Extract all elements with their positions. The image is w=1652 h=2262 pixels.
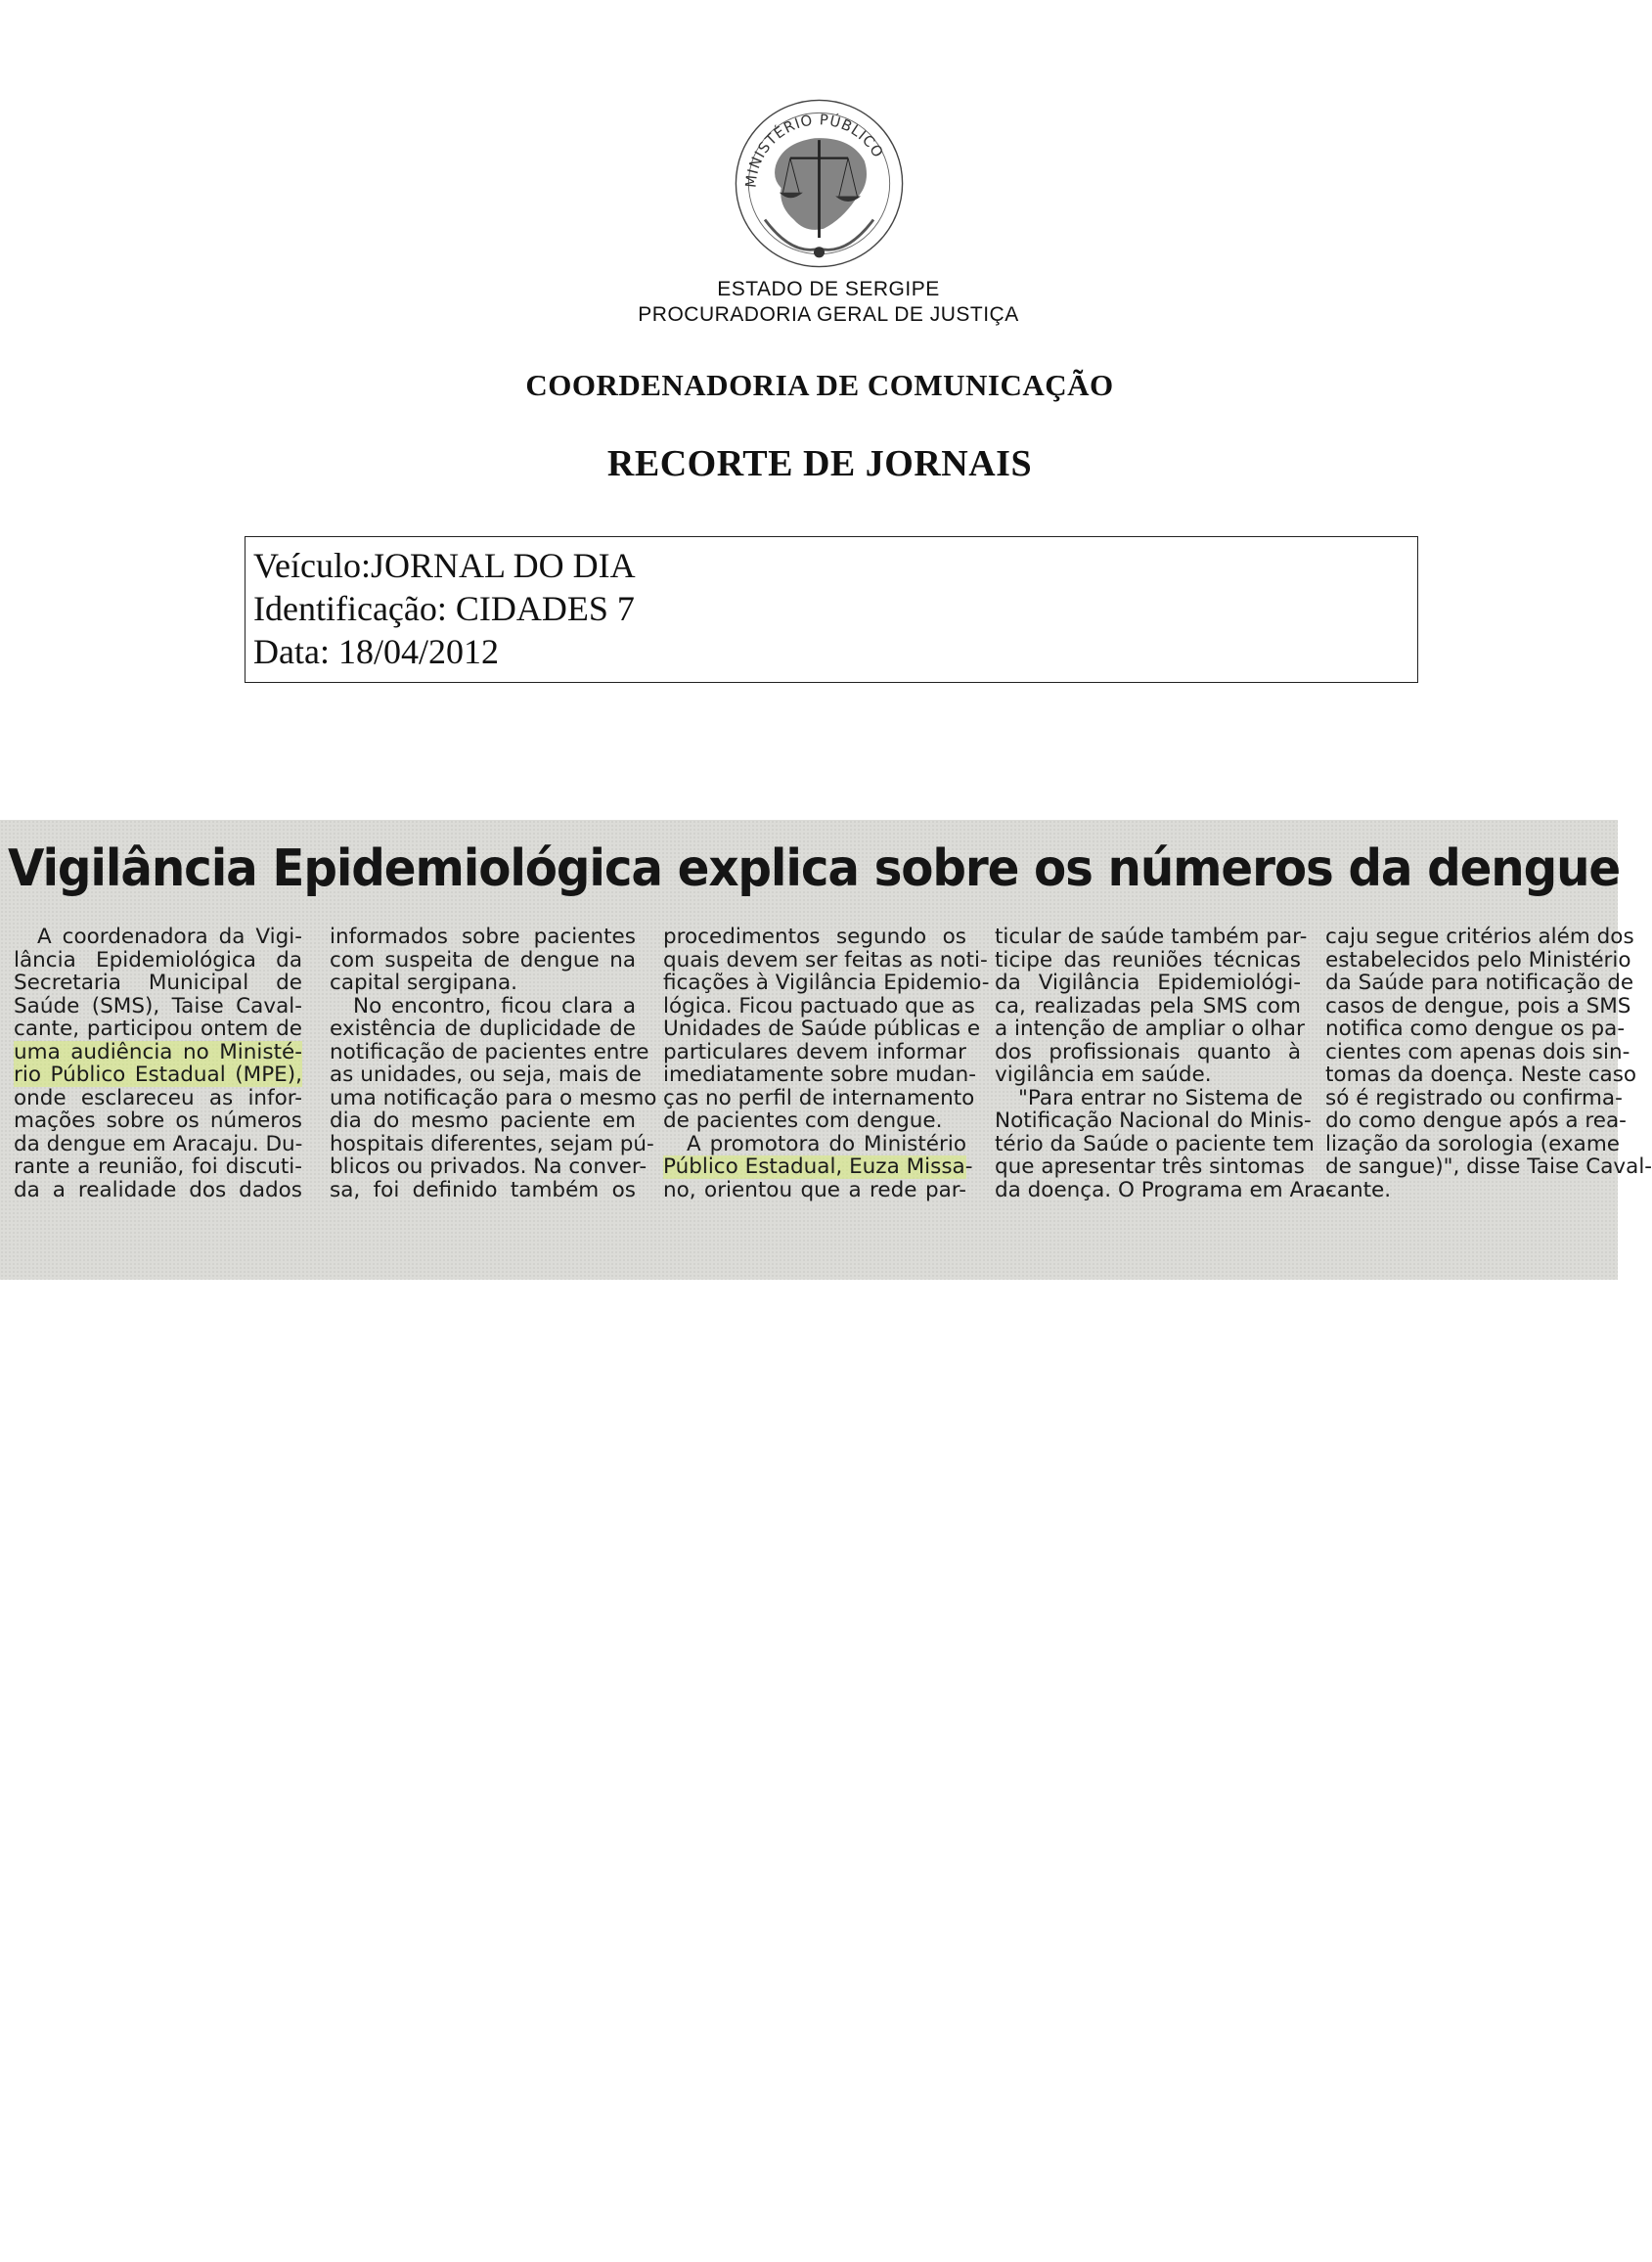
vehicle-line: Veículo:JORNAL DO DIA (253, 546, 636, 585)
seal-text: MINISTÉRIO PÚBLICO (742, 112, 887, 189)
text-line: uma notificação para o mesmo (330, 1085, 657, 1110)
date-line: Data: 18/04/2012 (253, 632, 499, 671)
text-line: informados sobre pacientes (330, 925, 636, 949)
text-line: A coordenadora da Vigi- (37, 925, 302, 949)
text-line: da Saúde para notificação de (1325, 971, 1634, 995)
text-line: só é registrado ou confirma- (1325, 1085, 1623, 1110)
text-line: caju segue critérios além dos (1325, 925, 1634, 949)
text-line: da doença. O Programa em Ara- (995, 1177, 1333, 1202)
text-line: lógica. Ficou pactuado que as (663, 993, 975, 1018)
text-line: lização da sorologia (exame (1325, 1131, 1620, 1156)
text-line: as unidades, ou seja, mais de (330, 1063, 642, 1087)
state-name: ESTADO DE SERGIPE (717, 278, 940, 300)
ministerio-publico-seal (729, 93, 910, 274)
text-line: de pacientes com dengue. (663, 1108, 943, 1133)
text-line: hospitais diferentes, sejam pú- (330, 1131, 654, 1156)
office-name: PROCURADORIA GERAL DE JUSTIÇA (638, 303, 1019, 326)
text-line: de sangue)", disse Taise Caval- (1325, 1154, 1652, 1179)
text-line-highlighted: rio Público Estadual (MPE), (14, 1063, 302, 1087)
newspaper-clipping (0, 820, 1652, 1280)
text-line-highlighted: Público Estadual, Euza Missa- (663, 1154, 973, 1179)
text-line: notifica como dengue os pa- (1325, 1017, 1626, 1041)
text-line: No encontro, ficou clara a (353, 993, 636, 1018)
text-line-highlighted: uma audiência no Ministé- (14, 1039, 302, 1064)
text-line: Notificação Nacional do Minis- (995, 1108, 1312, 1133)
article-column-5 (1325, 925, 1652, 1202)
text-line: cante, participou ontem de (14, 1017, 302, 1041)
text-line: tomas da doença. Neste caso (1325, 1063, 1637, 1087)
text-line: do como dengue após a rea- (1325, 1108, 1627, 1133)
document-type-title: RECORTE DE JORNAIS (606, 443, 1033, 484)
text-line: Secretaria Municipal de (14, 971, 302, 995)
clipping-info-box (245, 536, 1418, 683)
text-line: ças no perfil de internamento (663, 1085, 975, 1110)
text-line: ficações à Vigilância Epidemio- (663, 971, 990, 995)
text-line: Unidades de Saúde públicas e (663, 1017, 981, 1041)
text-line: A promotora do Ministério (687, 1131, 966, 1156)
article-column-3 (663, 925, 990, 1202)
text-line: no, orientou que a rede par- (663, 1177, 966, 1202)
text-line: que apresentar três sintomas (995, 1154, 1305, 1179)
text-line: particulares devem informar (663, 1039, 966, 1064)
text-line: onde esclareceu as infor- (14, 1085, 302, 1110)
text-line: rante a reunião, foi discuti- (14, 1154, 302, 1179)
text-line: vigilância em saúde. (995, 1063, 1212, 1087)
text-line: ticipe das reuniões técnicas (995, 947, 1301, 973)
text-line: capital sergipana. (330, 971, 517, 995)
text-line: ca, realizadas pela SMS com (995, 993, 1301, 1018)
text-line: imediatamente sobre mudan- (663, 1063, 977, 1087)
article-column-2 (330, 925, 657, 1202)
text-line: "Para entrar no Sistema de (1018, 1085, 1303, 1110)
text-line: casos de dengue, pois a SMS (1325, 993, 1631, 1018)
article-column-4 (995, 925, 1333, 1202)
text-line: notificação de pacientes entre (330, 1039, 649, 1064)
text-line: da dengue em Aracaju. Du- (14, 1131, 303, 1156)
text-line: da a realidade dos dados (14, 1177, 302, 1202)
text-line: cientes com apenas dois sin- (1325, 1039, 1630, 1064)
text-line: tério da Saúde o paciente tem (995, 1131, 1315, 1156)
text-line: da Vigilância Epidemiológi- (995, 971, 1301, 995)
article-headline: Vigilância Epidemiológica explica sobre os números da dengue (8, 839, 1621, 898)
text-line: dos profissionais quanto à (995, 1039, 1301, 1064)
text-line: lância Epidemiológica da (14, 947, 302, 973)
text-line: ticular de saúde também par- (995, 925, 1308, 949)
text-line: com suspeita de dengue na (330, 947, 636, 973)
text-line: quais devem ser feitas as noti- (663, 947, 988, 973)
article-column-1 (14, 926, 302, 1201)
department-title: COORDENADORIA DE COMUNICAÇÃO (525, 368, 1114, 402)
text-line: cante. (1325, 1177, 1392, 1202)
text-line: sa, foi definido também os (330, 1177, 636, 1202)
seal-emblem-icon (729, 93, 910, 274)
text-line: blicos ou privados. Na conver- (330, 1154, 647, 1179)
text-line: Saúde (SMS), Taise Caval- (14, 993, 302, 1018)
identification-line: Identificação: CIDADES 7 (253, 589, 635, 628)
text-line: a intenção de ampliar o olhar (995, 1017, 1305, 1041)
text-line: procedimentos segundo os (663, 925, 966, 949)
text-line: estabelecidos pelo Ministério (1325, 947, 1631, 973)
text-line: mações sobre os números (14, 1108, 302, 1133)
text-line: existência de duplicidade de (330, 1017, 636, 1041)
text-line: dia do mesmo paciente em (330, 1108, 636, 1133)
